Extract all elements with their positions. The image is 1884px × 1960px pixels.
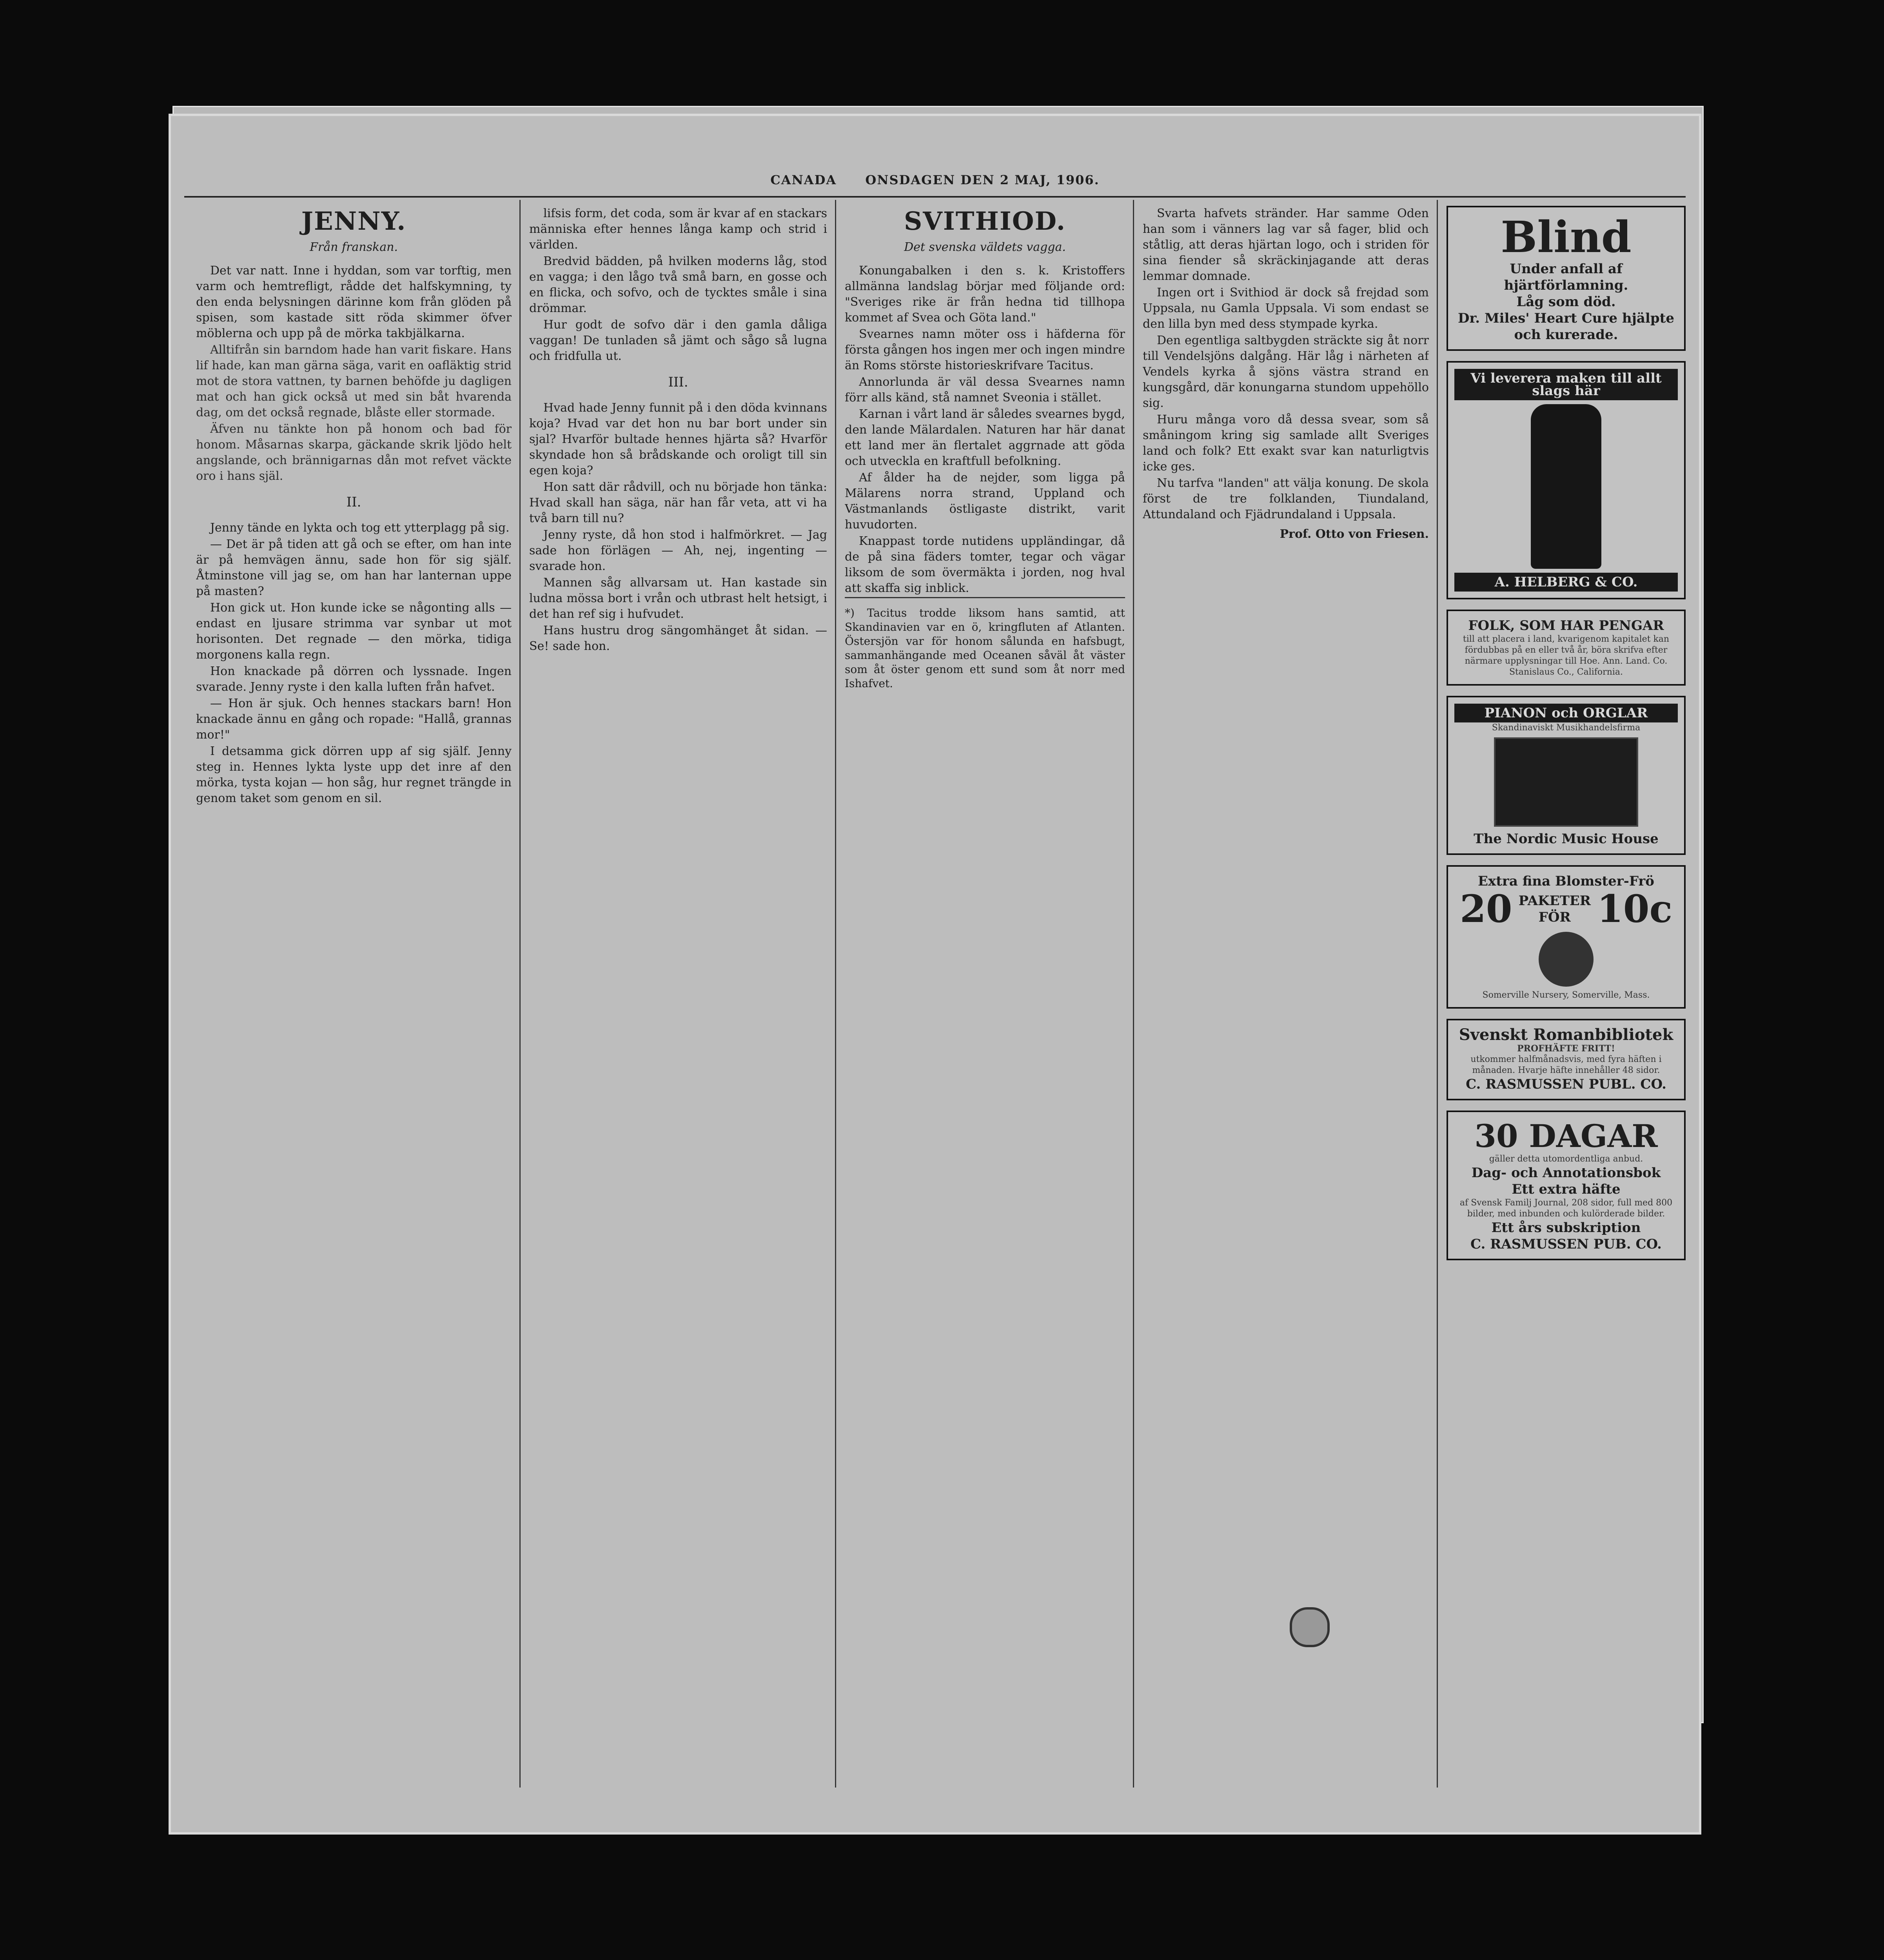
article-svithiod-continued bbox=[1143, 206, 1429, 1578]
ad-title: Extra fina Blomster-Frö bbox=[1478, 873, 1654, 889]
column-divider bbox=[1133, 200, 1134, 1788]
paragraph: Huru många voro då dessa svear, som så småningom kring sig samlade allt Sveriges land och folk? Ett exakt svar kan naturligtvis icke ges. bbox=[1143, 413, 1429, 474]
ad-title: Vi leverera maken till allt slags här bbox=[1454, 369, 1678, 400]
ad-title: FOLK, SOM HAR PENGAR bbox=[1468, 618, 1664, 633]
paragraph: Hvad hade Jenny funnit på i den döda kvinnans koja? Hvad var det hon nu bar bort under sin sjal? Hvarför bultade hennes hjärta så? Hvarför skyndade hon så brådskande och oroligt till sin egen koja? bbox=[529, 401, 827, 477]
paragraph: Det var natt. Inne i hyddan, som var torftig, men varm och hemtrefligt, rådde det halfskymning, ty den enda belysningen därinne kom från glöden på spisen, som kastade sitt röda skimmer öfver möblerna och upp på de mörka takbjälkarna. bbox=[196, 264, 512, 340]
ad-title: 30 DAGAR bbox=[1474, 1118, 1658, 1154]
ad-headline: Låg som död. bbox=[1516, 294, 1616, 310]
ad-headline: Dag- och Annotationsbok bbox=[1471, 1165, 1661, 1181]
article-title: SVITHIOD. bbox=[904, 207, 1066, 236]
paragraph: Ingen ort i Svithiod är dock så frejdad som Uppsala, nu Gamla Uppsala. Vi som endast se den lilla byn med dess stympade kyrka. bbox=[1143, 286, 1429, 331]
article-jenny-continued bbox=[529, 206, 827, 1793]
paragraph: Äfven nu tänkte hon på honom och bad för honom. Måsarnas skarpa, gäckande skrik ljödo helt angslande, och brännigarnas dån mot refvet väckte oro i hans själ. bbox=[196, 422, 512, 483]
paragraph: Svearnes namn möter oss i häfderna för första gången hos ingen mer och ingen mindre än Roms störste historieskrifvare Tacitus. bbox=[845, 327, 1125, 372]
advertisement-column bbox=[1447, 206, 1686, 1270]
paragraph: Karnan i vårt land är således svearnes bygd, den lande Mälardalen. Naturen har här danat ett land mer än flertalet aggrnade att göda och utveckla en kraftfull befolkning. bbox=[845, 407, 1125, 468]
article-subtitle: Från franskan. bbox=[310, 240, 398, 254]
newspaper-page bbox=[169, 114, 1701, 1835]
paragraph: Konungabalken i den s. k. Kristoffers allmänna landslag börjar med följande ord: "Sveriges rike är från hedna tid tillhopa kommet af Svea och Göta land." bbox=[845, 264, 1125, 325]
article-svithiod bbox=[845, 206, 1125, 1793]
price: 10c bbox=[1597, 887, 1673, 931]
ad-30-dagar bbox=[1447, 1111, 1686, 1260]
ad-title: PIANON och ORGLAR bbox=[1454, 704, 1678, 722]
paragraph: Hon knackade på dörren och lyssnade. Ingen svarade. Jenny ryste i den kalla luften från hafvet. bbox=[196, 664, 512, 694]
ad-title: Blind bbox=[1501, 212, 1632, 262]
paragraph: Alltifrån sin barndom hade han varit fiskare. Hans lif hade, kan man gärna säga, varit en oafläktig strid mot de stora vattnen, ty barnen behöfde ju dagligen mat och han gick också ut med sin båt hvarenda dag, om det också regnade, blåste eller stormade. bbox=[196, 343, 512, 419]
ornament-emblem-icon bbox=[1290, 1607, 1330, 1647]
article-title: JENNY. bbox=[301, 207, 407, 236]
paragraph: Den egentliga saltbygden sträckte sig åt norr till Vendelsjöns dalgång. Här låg i närheten af Vendels kyrka å sjöns västra strand en kungsgård, där konungarna stundom uppehöllo sig. bbox=[1143, 334, 1429, 410]
ad-footer: Somerville Nursery, Somerville, Mass. bbox=[1482, 990, 1650, 1000]
ad-headline: Under anfall af hjärtförlamning. bbox=[1504, 261, 1628, 293]
ad-title: Svenskt Romanbibliotek bbox=[1459, 1025, 1673, 1044]
ad-piano bbox=[1447, 696, 1686, 855]
piano-illustration-icon bbox=[1494, 737, 1638, 827]
header-rule bbox=[184, 196, 1686, 198]
article-subtitle: Det svenska väldets vagga. bbox=[904, 240, 1066, 254]
ad-blind bbox=[1447, 206, 1686, 351]
ad-footer: C. RASMUSSEN PUB. CO. bbox=[1470, 1236, 1662, 1252]
paragraph: I detsamma gick dörren upp af sig själf. Jenny steg in. Hennes lykta lyste upp det inre af den mörka, tysta kojan — hon såg, hur regnet trängde in genom taket som genom en sil. bbox=[196, 744, 512, 805]
paragraph: Annorlunda är väl dessa Svearnes namn förr alls känd, stå namnet Sveonia i stället. bbox=[845, 375, 1125, 405]
paragraph: Bredvid bädden, på hvilken moderns låg, stod en vagga; i den lågo två små barn, en gosse och en flicka, och sofvo, och de tycktes småle i sina drömmar. bbox=[529, 254, 827, 315]
footnote: *) Tacitus trodde liksom hans samtid, att Skandinavien var en ö, kringfluten af Atlanten. Östersjön var för honom sålunda en hafsbugt, sammanhängande med Oceanen såväl åt väster som åt öster genom ett sund som åt norr med Ishafvet. bbox=[845, 597, 1125, 691]
issue-date: ONSDAGEN DEN 2 MAJ, 1906. bbox=[865, 172, 1100, 187]
paragraph: — Hon är sjuk. Och hennes stackars barn! Hon knackade ännu en gång och ropade: "Hallå, grannas mor!" bbox=[196, 697, 512, 742]
ad-body: af Svensk Familj Journal, 208 sidor, full med 800 bilder, med inbunden och kulörderade bilder. bbox=[1459, 1198, 1673, 1219]
ad-label: FÖR bbox=[1538, 909, 1571, 925]
ad-svenskt-romanbibliotek bbox=[1447, 1019, 1686, 1100]
ad-body: till att placera i land, kvarigenom kapitalet kan fördubbas på en eller två år, böra skrifva efter närmare upplysningar till Hoe. Ann. Land. Co. Stanislaus Co., California. bbox=[1463, 634, 1670, 677]
paragraph: Knappast torde nutidens uppländingar, då de på sina fäders tomter, tegar och vägar liksom de som övermäkta i jorden, nog hval att skaffa sig inblick. bbox=[845, 534, 1125, 595]
column-divider bbox=[835, 200, 836, 1788]
page-header bbox=[184, 172, 1686, 192]
flower-pot-illustration-icon bbox=[1539, 932, 1594, 987]
ad-subtitle: Skandinaviskt Musikhandelsfirma bbox=[1492, 723, 1641, 733]
column-divider bbox=[519, 200, 521, 1788]
paragraph: Hon satt där rådvill, och nu började hon tänka: Hvad skall han säga, när han får veta, att vi ha två barn till nu? bbox=[529, 480, 827, 525]
ad-subtitle: gäller detta utomordentliga anbud. bbox=[1489, 1154, 1643, 1164]
paragraph: Hans hustru drog sängomhänget åt sidan. — Se! sade hon. bbox=[529, 624, 827, 653]
package-count: 20 bbox=[1459, 887, 1512, 931]
paragraph: Jenny ryste, då hon stod i halfmörkret. — Jag sade hon förlägen — Ah, nej, ingenting — svarade hon. bbox=[529, 528, 827, 573]
author-credit: Prof. Otto von Friesen. bbox=[1280, 527, 1429, 541]
ad-headline: Ett års subskription bbox=[1491, 1220, 1641, 1236]
paragraph: Hur godt de sofvo där i den gamla dåliga vaggan! De tunladen så jämt och sågo så lugna och fridfulla ut. bbox=[529, 318, 827, 363]
section-number: III. bbox=[668, 374, 688, 390]
ad-badge: PROFHÄFTE FRITT! bbox=[1517, 1044, 1615, 1054]
ad-middle bbox=[1519, 893, 1591, 926]
ad-body: utkommer halfmånadsvis, med fyra häften i månaden. Hvarje häfte innehåller 48 sidor. bbox=[1470, 1054, 1662, 1075]
ad-headline: Dr. Miles' Heart Cure hjälpte och kurerade. bbox=[1458, 310, 1674, 343]
ad-label: PAKETER bbox=[1518, 893, 1591, 909]
paragraph: Jenny tände en lykta och tog ett ytterplagg på sig. bbox=[210, 521, 510, 535]
ad-headline: Ett extra häfte bbox=[1512, 1181, 1621, 1197]
section-number: II. bbox=[346, 494, 361, 510]
ad-price-row bbox=[1454, 889, 1678, 929]
paragraph: Nu tarfva "landen" att välja konung. De skola först de tre folklanden, Tiundaland, Attundaland och Fjädrundaland i Uppsala. bbox=[1143, 476, 1429, 521]
ad-footer: A. HELBERG & CO. bbox=[1454, 573, 1678, 592]
paragraph: Af ålder ha de nejder, som ligga på Mälarens norra strand, Uppland och Västmanlands östligaste distrikt, varit huvudorten. bbox=[845, 471, 1125, 532]
paragraph: Mannen såg allvarsam ut. Han kastade sin ludna mössa bort i vrån och utbrast helt hetsigt, i det han ref sig i hufvudet. bbox=[529, 576, 827, 621]
column-divider bbox=[1437, 200, 1438, 1788]
ad-folk-pengar bbox=[1447, 610, 1686, 686]
paragraph: Hon gick ut. Hon kunde icke se någonting alls — endast en ljusare strimma var synbar ut mot horisonten. Det regnade — den mörka, tidiga morgonens kalla regn. bbox=[196, 601, 512, 662]
paragraph: Svarta hafvets stränder. Har samme Oden han som i vänners lag var så fager, blid och ståtlig, att deras hjärtan logo, och i striden för sina fiender så skräckinjagande att deras lemmar domnade. bbox=[1143, 207, 1429, 283]
ad-footer: C. RASMUSSEN PUBL. CO. bbox=[1466, 1076, 1666, 1092]
newspaper-name: CANADA bbox=[770, 172, 837, 187]
ad-footer: The Nordic Music House bbox=[1474, 831, 1659, 847]
ad-flower-seeds bbox=[1447, 865, 1686, 1009]
bottle-illustration-icon bbox=[1531, 404, 1601, 569]
paragraph: lifsis form, det coda, som är kvar af en stackars människa efter hennes långa kamp och strid i världen. bbox=[529, 207, 827, 252]
ad-helberg bbox=[1447, 361, 1686, 599]
paragraph: — Det är på tiden att gå och se efter, om han inte är på hemvägen ännu, sade hon för sig själf. Åtminstone vill jag se, om han har lanternan uppe på masten? bbox=[196, 537, 512, 598]
article-jenny bbox=[196, 206, 512, 1793]
